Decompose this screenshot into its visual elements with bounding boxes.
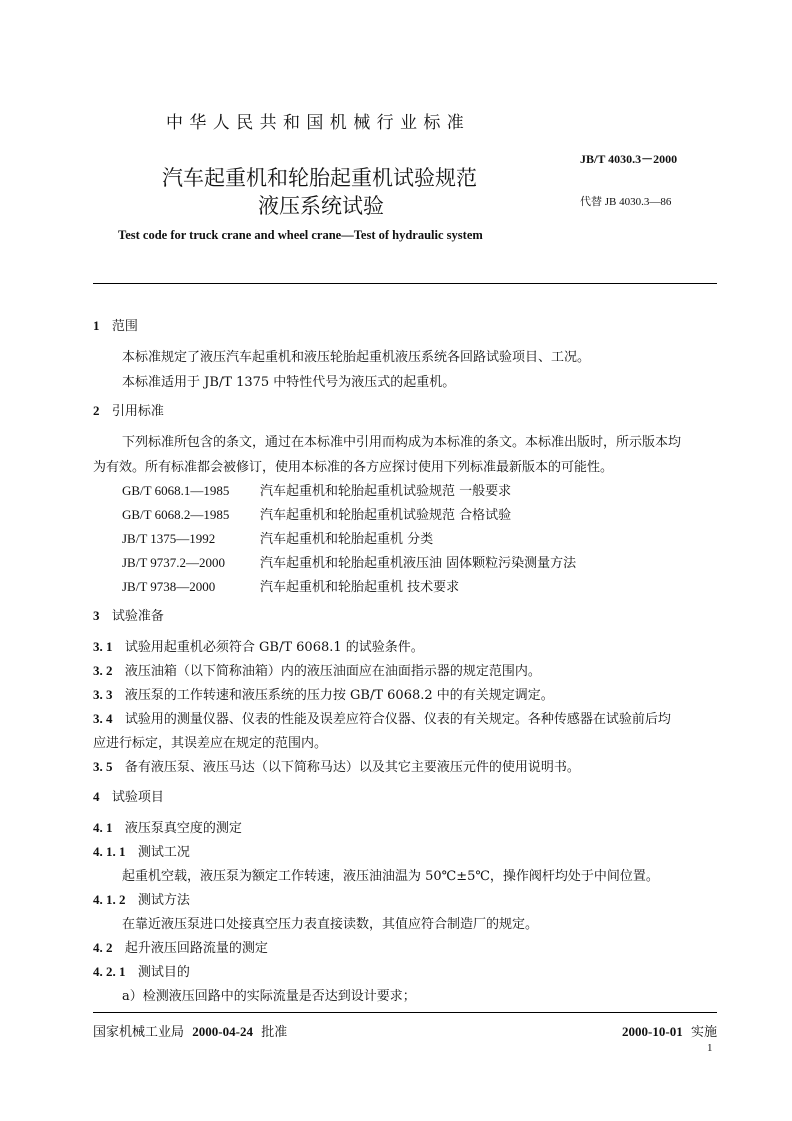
clause-number: 3. 3 (93, 687, 113, 702)
section-title: 引用标准 (111, 404, 164, 419)
reference-code: JB/T 9737.2—2000 (122, 555, 226, 570)
clause-3-1 (93, 636, 424, 655)
paragraph: 在靠近液压泵进口处接真空压力表直接读数，其值应符合制造厂的规定。 (122, 917, 539, 932)
approve-word: 批准 (261, 1025, 288, 1040)
paragraph: 为有效。所有标准都会被修订，使用本标准的各方应探讨使用下列标准最新版本的可能性。 (93, 460, 614, 475)
clause-number: 4. 1. 1 (93, 844, 126, 859)
reference-code: GB/T 6068.1—1985 (122, 483, 230, 498)
section-title: 试验准备 (111, 609, 164, 624)
header-divider (93, 283, 717, 284)
section-number: 3 (93, 608, 100, 623)
clause-title: 测试方法 (137, 893, 190, 908)
footer-divider (93, 1012, 717, 1013)
clause-4-1-2 (93, 889, 190, 908)
section-2-heading (93, 400, 164, 419)
reference-row (122, 504, 511, 523)
replaces-standard: 代替 JB 4030.3—86 (580, 196, 672, 208)
clause-3-5 (93, 756, 580, 775)
paragraph: 本标准适用于 JB/T 1375 中特性代号为液压式的起重机。 (122, 375, 456, 390)
issuing-organization: 中华人民共和国机械行业标准 (166, 113, 471, 133)
clause-3-4 (93, 708, 671, 727)
section-title: 试验项目 (111, 790, 164, 805)
paragraph: 起重机空载，液压泵为额定工作转速，液压油油温为 50℃±5℃，操作阀杆均处于中间位置。 (122, 869, 659, 884)
section-number: 1 (93, 318, 100, 333)
section-number: 2 (93, 403, 100, 418)
section-title: 范围 (111, 319, 138, 334)
reference-code: JB/T 9738—2000 (122, 579, 216, 594)
clause-title: 起升液压回路流量的测定 (124, 941, 268, 956)
reference-title: 汽车起重机和轮胎起重机试验规范 合格试验 (260, 508, 512, 523)
title-en: Test code for truck crane and wheel crane—Test of hydraulic system (118, 228, 483, 242)
title-cn-line1: 汽车起重机和轮胎起重机试验规范 (162, 166, 477, 190)
approver: 国家机械工业局 (93, 1025, 185, 1040)
clause-title: 液压泵真空度的测定 (124, 821, 242, 836)
clause-text: 液压泵的工作转速和液压系统的压力按 GB/T 6068.2 中的有关规定调定。 (124, 688, 554, 703)
clause-3-2 (93, 660, 541, 679)
paragraph: 下列标准所包含的条文，通过在本标准中引用而构成为本标准的条文。本标准出版时，所示版本均 (122, 435, 682, 450)
reference-title: 汽车起重机和轮胎起重机液压油 固体颗粒污染测量方法 (260, 556, 577, 571)
section-3-heading (93, 605, 164, 624)
clause-number: 4. 1. 2 (93, 892, 126, 907)
clause-number: 4. 2 (93, 940, 113, 955)
clause-number: 3. 4 (93, 711, 113, 726)
page-number: 1 (707, 1042, 713, 1054)
title-cn-line2: 液压系统试验 (258, 194, 384, 218)
clause-text: 备有液压泵、液压马达（以下简称马达）以及其它主要液压元件的使用说明书。 (124, 760, 580, 775)
reference-title: 汽车起重机和轮胎起重机 技术要求 (260, 580, 460, 595)
clause-text: 试验用的测量仪器、仪表的性能及误差应符合仪器、仪表的有关规定。各种传感器在试验前后均 (124, 712, 671, 727)
clause-4-2-1 (93, 961, 190, 980)
clause-text: 试验用起重机必须符合 GB/T 6068.1 的试验条件。 (124, 640, 424, 655)
effective-date: 2000-10-01 (622, 1024, 683, 1039)
clause-4-1-1 (93, 841, 190, 860)
reference-title: 汽车起重机和轮胎起重机试验规范 一般要求 (260, 484, 512, 499)
clause-number: 3. 5 (93, 759, 113, 774)
approve-date: 2000-04-24 (192, 1024, 253, 1039)
clause-number: 3. 2 (93, 663, 113, 678)
effective-line (622, 1021, 717, 1040)
reference-row (122, 480, 511, 499)
reference-title: 汽车起重机和轮胎起重机 分类 (260, 532, 434, 547)
reference-row (122, 552, 576, 571)
approval-line (93, 1021, 287, 1040)
clause-text: 液压油箱（以下简称油箱）内的液压油面应在油面指示器的规定范围内。 (124, 664, 541, 679)
clause-4-1 (93, 817, 242, 836)
reference-row (122, 528, 433, 547)
section-4-heading (93, 786, 164, 805)
clause-continuation: 应进行标定，其误差应在规定的范围内。 (93, 736, 328, 751)
reference-code: GB/T 6068.2—1985 (122, 507, 230, 522)
reference-code: JB/T 1375—1992 (122, 531, 216, 546)
clause-title: 测试工况 (137, 845, 190, 860)
clause-number: 4. 1 (93, 820, 113, 835)
clause-number: 4. 2. 1 (93, 964, 126, 979)
reference-row (122, 576, 459, 595)
clause-4-2 (93, 937, 268, 956)
clause-title: 测试目的 (137, 965, 190, 980)
effective-word: 实施 (690, 1025, 717, 1040)
standard-code: JB/T 4030.3－2000 (580, 152, 678, 166)
clause-number: 3. 1 (93, 639, 113, 654)
paragraph: 本标准规定了液压汽车起重机和液压轮胎起重机液压系统各回路试验项目、工况。 (122, 350, 591, 365)
clause-3-3 (93, 684, 554, 703)
section-1-heading (93, 315, 138, 334)
section-number: 4 (93, 789, 100, 804)
list-item: a）检测液压回路中的实际流量是否达到设计要求； (122, 989, 416, 1004)
